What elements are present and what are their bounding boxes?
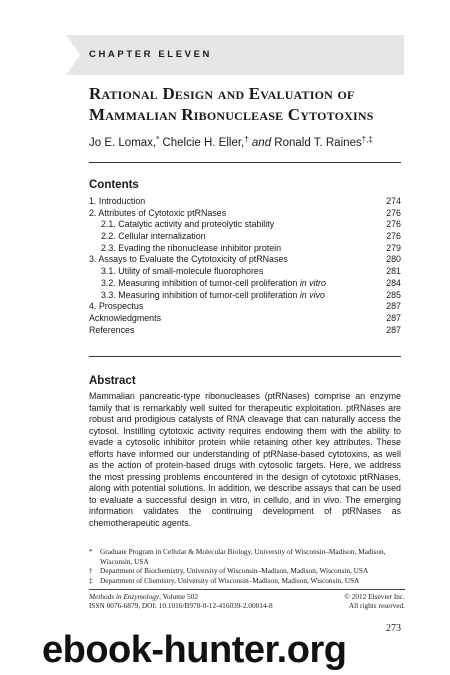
toc-entry-title: 2.2. Cellular internalization bbox=[101, 231, 206, 242]
toc-entry[interactable] bbox=[89, 325, 401, 337]
journal-volume: , Volume 502 bbox=[159, 592, 198, 601]
contents-bottom-rule bbox=[89, 356, 401, 357]
toc-entry[interactable] bbox=[89, 266, 401, 278]
abstract-text: Mammalian pancreatic-type ribonucleases (ptRNases) comprise an enzyme family that is remarkably well suited for therapeutic exploitation. ptRNases are robust and prodigious catalysts of RNA cleavage that can naturally access the cytosol. Instilling cytotoxic activity requires endowing them with the ability to evade a cytosolic inhibitor protein while retaining other key attributes. These efforts have informed our understanding of ptRNase-based cytotoxins, as well as the action of protein-based drugs with cytosolic targets. Here, we address the most pressing problems encountered in the design of cytotoxic ptRNases, along with potential solutions. In addition, we describe assays that can be used to evaluate a successful design in vitro, in cellulo, and in vivo. The emerging information validates the continuing development of ptRNases as chemotherapeutic agents. bbox=[89, 391, 401, 529]
toc-entry-title: 2.3. Evading the ribonuclease inhibitor protein bbox=[101, 242, 282, 253]
toc-entry-page: 285 bbox=[386, 289, 401, 300]
toc-entry[interactable] bbox=[89, 290, 401, 302]
author-2-mark: † bbox=[244, 135, 249, 144]
author-1: Jo E. Lomax, bbox=[89, 137, 157, 149]
toc-entry-title: References bbox=[89, 324, 135, 335]
svg-text:ebook-hunter.org: ebook-hunter.org bbox=[42, 629, 347, 671]
toc-entry-title: 3. Assays to Evaluate the Cytotoxicity of ptRNases bbox=[89, 254, 288, 265]
toc-entry[interactable] bbox=[89, 313, 401, 325]
toc-entry-title: 3.3. Measuring inhibition of tumor-cell proliferation in vivo bbox=[101, 289, 325, 300]
copyright: © 2012 Elsevier Inc. bbox=[344, 592, 405, 601]
toc-entry[interactable] bbox=[89, 208, 401, 220]
contents-top-rule bbox=[89, 162, 401, 163]
toc-entry-page: 284 bbox=[386, 277, 401, 288]
footer-rule bbox=[89, 589, 405, 590]
author-3-mark: †,‡ bbox=[361, 135, 373, 144]
toc-entry-page: 287 bbox=[386, 324, 401, 335]
toc-entry-page: 276 bbox=[386, 231, 401, 242]
toc-entry-title: 2. Attributes of Cytotoxic ptRNases bbox=[89, 207, 227, 218]
toc-entry[interactable] bbox=[89, 231, 401, 243]
toc-entry-page: 276 bbox=[386, 219, 401, 230]
page-number: 273 bbox=[386, 623, 401, 634]
page-footer bbox=[89, 592, 405, 611]
journal-name: Methods in Enzymology bbox=[89, 592, 160, 601]
footnote-text: Department of Chemistry, University of Wisconsin–Madison, Madison, Wisconsin, USA bbox=[100, 575, 360, 585]
author-1-mark: * bbox=[156, 135, 160, 144]
author-affiliations bbox=[89, 547, 405, 585]
author-3: Ronald T. Raines bbox=[274, 137, 362, 149]
toc-entry-title: 2.1. Catalytic activity and proteolytic stability bbox=[101, 219, 275, 230]
chapter-label: CHAPTER ELEVEN bbox=[89, 49, 212, 60]
footnote-text: Graduate Program in Cellular & Molecular Biology, University of Wisconsin–Madison, Madison, Wisconsin, USA bbox=[100, 547, 386, 566]
footnote bbox=[89, 566, 405, 576]
toc-entry-page: 287 bbox=[386, 312, 401, 323]
footnote-mark: ‡ bbox=[89, 575, 93, 585]
abstract-heading: Abstract bbox=[89, 375, 136, 387]
toc-entry-page: 274 bbox=[386, 196, 401, 206]
footnote-text: Department of Biochemistry, University of Wisconsin–Madison, Madison, Wisconsin, USA bbox=[100, 566, 369, 576]
toc-entry-title: 3.1. Utility of small-molecule fluorophores bbox=[101, 266, 264, 277]
toc-entry-title: 1. Introduction bbox=[89, 196, 146, 206]
toc-entry[interactable] bbox=[89, 254, 401, 266]
toc-entry-page: 280 bbox=[386, 254, 401, 265]
toc-entry[interactable] bbox=[89, 278, 401, 290]
issn-doi: ISSN 0076-6879, DOI: 10.1016/B978-0-12-416039-2.00014-8 bbox=[89, 601, 273, 611]
footnote bbox=[89, 547, 405, 566]
table-of-contents bbox=[89, 196, 401, 336]
rights: All rights reserved. bbox=[348, 601, 405, 611]
author-line bbox=[89, 137, 419, 149]
toc-entry[interactable] bbox=[89, 243, 401, 255]
toc-entry-title: 4. Prospectus bbox=[89, 301, 144, 312]
toc-entry-title: 3.2. Measuring inhibition of tumor-cell proliferation in vitro bbox=[101, 277, 326, 288]
chapter-title: Rational Design and Evaluation of Mammalian Ribonuclease Cytotoxins bbox=[89, 84, 374, 124]
toc-entry[interactable] bbox=[89, 219, 401, 231]
toc-entry[interactable] bbox=[89, 301, 401, 313]
contents-heading: Contents bbox=[89, 179, 139, 191]
toc-entry[interactable] bbox=[89, 196, 401, 208]
author-2: Chelcie H. Eller, bbox=[159, 137, 245, 149]
watermark-logo bbox=[40, 622, 450, 672]
toc-entry-page: 287 bbox=[386, 301, 401, 312]
footnote-mark: † bbox=[89, 566, 93, 576]
chapter-tab-notch bbox=[66, 35, 80, 75]
footnote bbox=[89, 576, 405, 586]
author-and: and bbox=[248, 137, 275, 149]
toc-entry-title: Acknowledgments bbox=[89, 312, 162, 323]
footnote-mark: * bbox=[89, 547, 93, 556]
toc-entry-page: 279 bbox=[386, 242, 401, 253]
toc-entry-page: 281 bbox=[386, 266, 401, 277]
toc-entry-page: 276 bbox=[386, 207, 401, 218]
